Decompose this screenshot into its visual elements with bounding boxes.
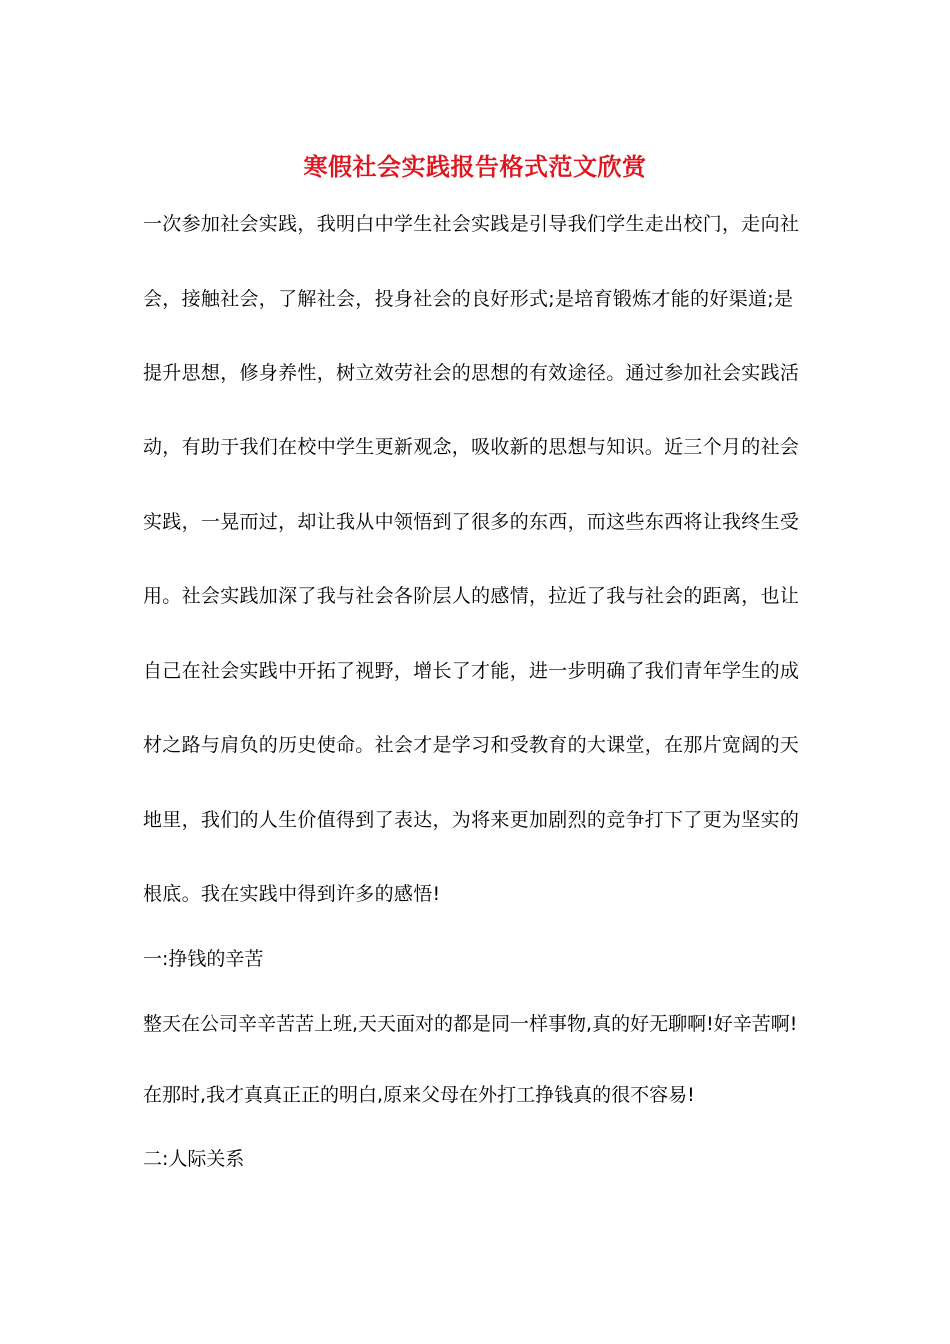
paragraph-line: 在那时,我才真真正正的明白,原来父母在外打工挣钱真的很不容易!	[143, 1084, 695, 1106]
section-heading: 一:挣钱的辛苦	[143, 948, 264, 970]
paragraph-line: 用。社会实践加深了我与社会各阶层人的感情，拉近了我与社会的距离，也让	[143, 585, 800, 607]
paragraph-line: 地里，我们的人生价值得到了表达，为将来更加剧烈的竞争打下了更为坚实的	[143, 809, 800, 831]
paragraph-line: 自己在社会实践中开拓了视野，增长了才能，进一步明确了我们青年学生的成	[143, 660, 800, 682]
document-title: 寒假社会实践报告格式范文欣赏	[303, 152, 647, 181]
paragraph-line: 根底。我在实践中得到许多的感悟!	[143, 883, 441, 905]
paragraph-line: 会，接触社会，了解社会，投身社会的良好形式;是培育锻炼才能的好渠道;是	[143, 288, 794, 310]
paragraph-line: 一次参加社会实践，我明白中学生社会实践是引导我们学生走出校门，走向社	[143, 213, 800, 235]
paragraph-line: 整天在公司辛辛苦苦上班,天天面对的都是同一样事物,真的好无聊啊!好辛苦啊!	[143, 1013, 798, 1035]
paragraph-line: 提升思想，修身养性，树立效劳社会的思想的有效途径。通过参加社会实践活	[143, 362, 800, 384]
section-heading: 二:人际关系	[143, 1148, 245, 1170]
paragraph-line: 实践，一晃而过，却让我从中领悟到了很多的东西，而这些东西将让我终生受	[143, 511, 800, 533]
paragraph-line: 材之路与肩负的历史使命。社会才是学习和受教育的大课堂，在那片宽阔的天	[143, 734, 800, 756]
paragraph-line: 动，有助于我们在校中学生更新观念，吸收新的思想与知识。近三个月的社会	[143, 436, 800, 458]
